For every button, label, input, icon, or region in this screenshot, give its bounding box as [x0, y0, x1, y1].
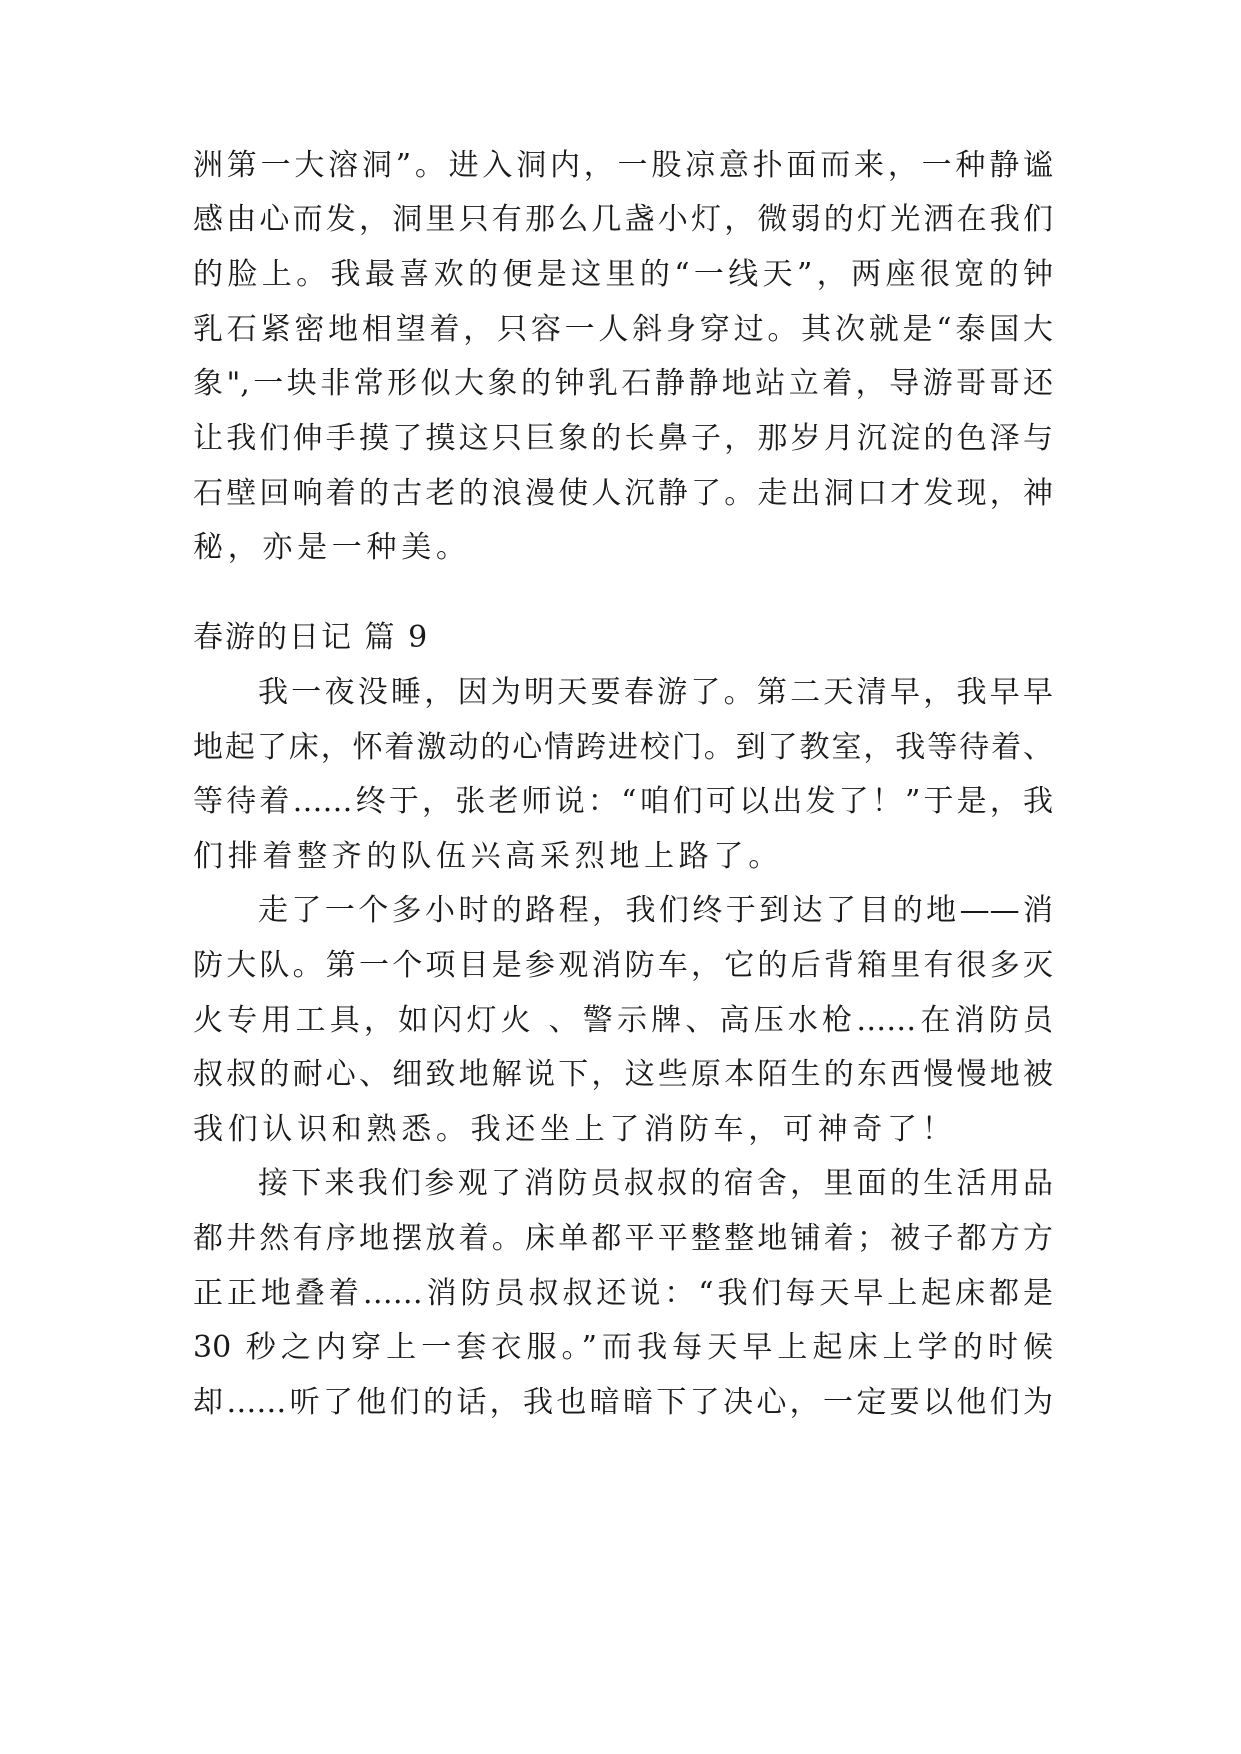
paragraph-line: 象",一块非常形似大象的钟乳石静静地站立着，导游哥哥还 — [193, 366, 1053, 401]
paragraph-line: 感由心而发，洞里只有那么几盏小灯，微弱的灯光洒在我们 — [193, 202, 1053, 237]
paragraph-line: 30 秒之内穿上一套衣服。”而我每天早上起床上学的时候 — [193, 1330, 1053, 1365]
paragraph-line: 们排着整齐的队伍兴高采烈地上路了。 — [193, 839, 783, 874]
paragraph-line: 走了一个多小时的路程，我们终于到达了目的地——消 — [258, 893, 1053, 928]
paragraph-line: 洲第一大溶洞”。进入洞内，一股凉意扑面而来，一种静谧 — [193, 148, 1053, 183]
paragraph-line: 我一夜没睡，因为明天要春游了。第二天清早，我早早 — [258, 675, 1053, 710]
paragraph-line: 让我们伸手摸了摸这只巨象的长鼻子，那岁月沉淀的色泽与 — [193, 421, 1053, 456]
paragraph-line: 都井然有序地摆放着。床单都平平整整地铺着；被子都方方 — [193, 1221, 1053, 1256]
section-heading: 春游的日记 篇 9 — [193, 620, 430, 655]
paragraph-line: 火专用工具，如闪灯火 、警示牌、高压水枪……在消防员 — [193, 1003, 1053, 1038]
paragraph-line: 石壁回响着的古老的浪漫使人沉静了。走出洞口才发现，神 — [193, 476, 1053, 511]
paragraph-line: 接下来我们参观了消防员叔叔的宿舍，里面的生活用品 — [258, 1166, 1053, 1201]
paragraph-line: 却……听了他们的话，我也暗暗下了决心，一定要以他们为 — [193, 1385, 1053, 1420]
paragraph-line: 的脸上。我最喜欢的便是这里的“一线天”，两座很宽的钟 — [193, 257, 1053, 292]
paragraph-line: 叔叔的耐心、细致地解说下，这些原本陌生的东西慢慢地被 — [193, 1057, 1053, 1092]
paragraph-line: 防大队。第一个项目是参观消防车，它的后背箱里有很多灭 — [193, 948, 1053, 983]
paragraph-line: 我们认识和熟悉。我还坐上了消防车，可神奇了！ — [193, 1112, 957, 1147]
paragraph-line: 正正地叠着……消防员叔叔还说：“我们每天早上起床都是 — [193, 1276, 1053, 1311]
paragraph-line: 乳石紧密地相望着，只容一人斜身穿过。其次就是“泰国大 — [193, 312, 1053, 347]
paragraph-line: 秘，亦是一种美。 — [193, 530, 471, 565]
paragraph-line: 地起了床，怀着激动的心情跨进校门。到了教室，我等待着、 — [193, 730, 1053, 765]
paragraph-line: 等待着……终于，张老师说：“咱们可以出发了！”于是，我 — [193, 784, 1053, 819]
